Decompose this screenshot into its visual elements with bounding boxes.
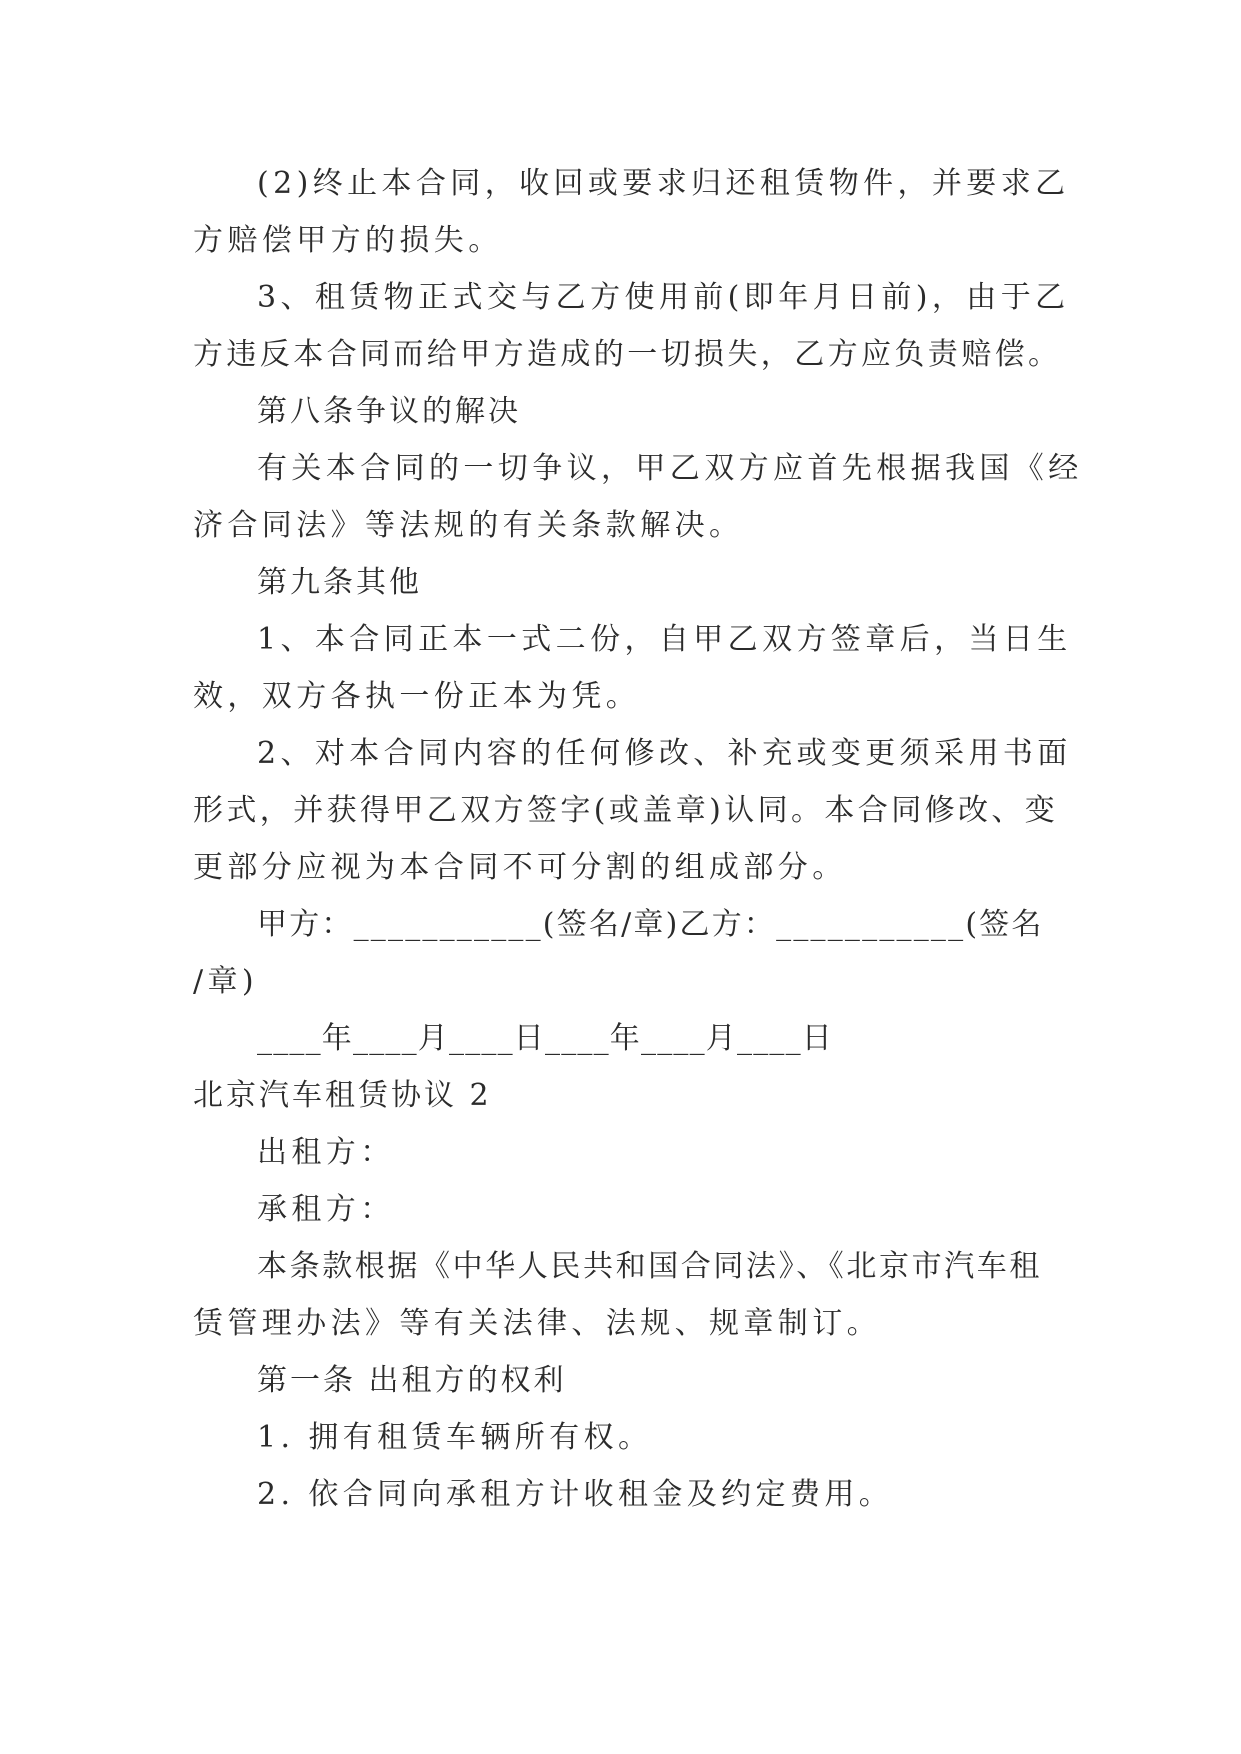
paragraph-line: 形式，并获得甲乙双方签字(或盖章)认同。本合同修改、变	[193, 793, 1059, 828]
paragraph-line: 济合同法》等法规的有关条款解决。	[193, 508, 744, 543]
paragraph-line: 效，双方各执一份正本为凭。	[193, 679, 641, 714]
document-title: 北京汽车租赁协议 2	[193, 1078, 492, 1113]
paragraph-line: 方违反本合同而给甲方造成的一切损失，乙方应负责赔偿。	[193, 337, 1062, 372]
paragraph-line: (2)终止本合同，收回或要求归还租赁物件，并要求乙	[257, 166, 1070, 201]
section-heading: 第八条争议的解决	[257, 394, 521, 429]
party-lessee-label: 承租方：	[257, 1192, 395, 1227]
paragraph-line: 3、租赁物正式交与乙方使用前(即年月日前)，由于乙	[257, 280, 1070, 315]
paragraph-line: 本条款根据《中华人民共和国合同法》、《北京市汽车租	[257, 1249, 1042, 1284]
date-line: ____年____月____日____年____月____日	[257, 1021, 833, 1056]
paragraph-line: 更部分应视为本合同不可分割的组成部分。	[193, 850, 847, 885]
list-item: 2. 依合同向承租方计收租金及约定费用。	[257, 1477, 894, 1512]
signature-line: 甲方：___________(签名/章)乙方：___________(签名	[257, 907, 1044, 942]
section-heading: 第九条其他	[257, 565, 422, 600]
list-item: 1. 拥有租赁车辆所有权。	[257, 1420, 653, 1455]
paragraph-line: 赁管理办法》等有关法律、法规、规章制订。	[193, 1306, 881, 1341]
party-lessor-label: 出租方：	[257, 1135, 395, 1170]
paragraph-line: 方赔偿甲方的损失。	[193, 223, 503, 258]
paragraph-line: 有关本合同的一切争议，甲乙双方应首先根据我国《经	[257, 451, 1083, 486]
paragraph-line: 2、对本合同内容的任何修改、补充或变更须采用书面	[257, 736, 1072, 771]
signature-line: /章)	[193, 964, 259, 999]
paragraph-line: 1、本合同正本一式二份，自甲乙双方签章后，当日生	[257, 622, 1072, 657]
section-heading: 第一条 出租方的权利	[257, 1363, 567, 1398]
